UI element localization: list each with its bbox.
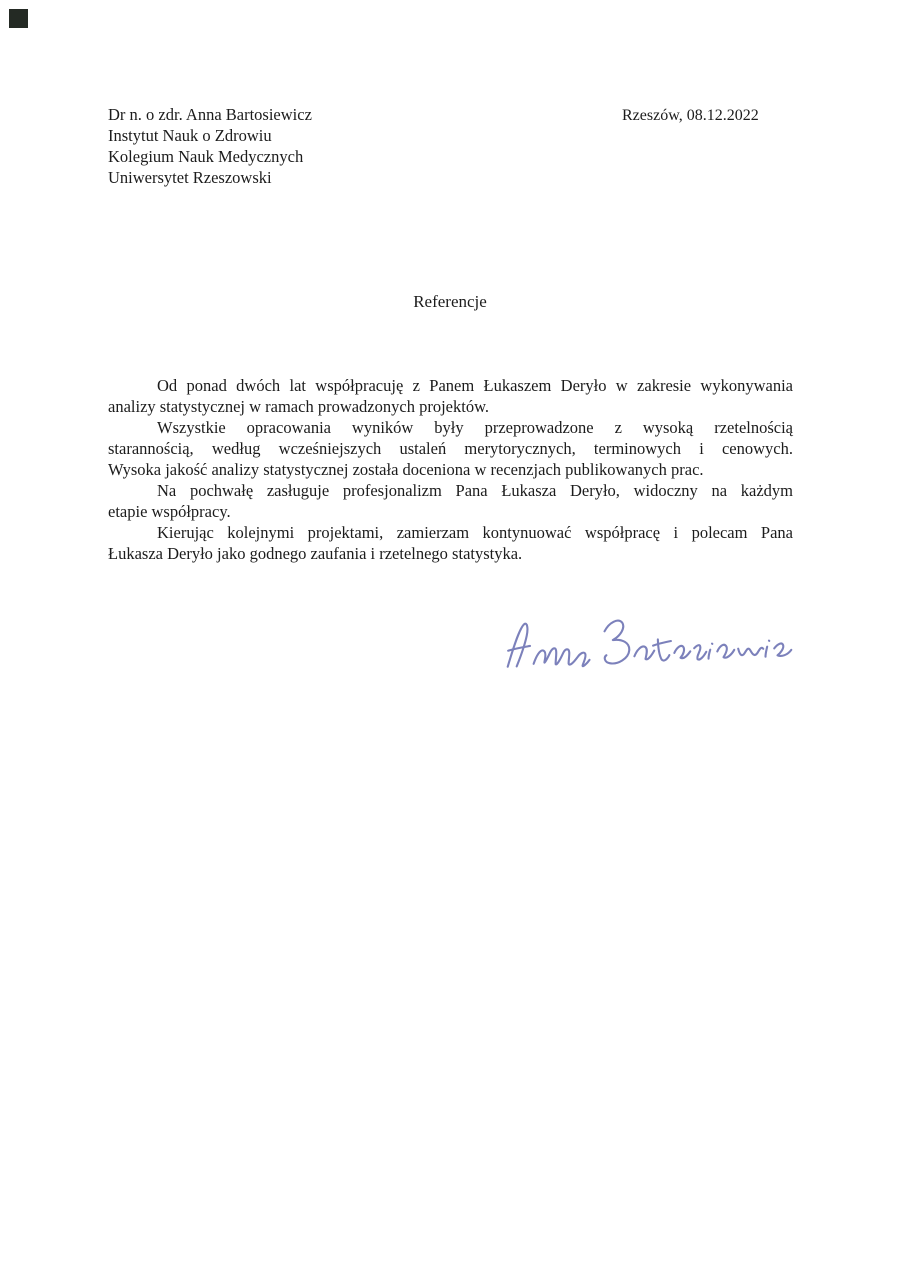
handwritten-signature [493, 608, 798, 680]
body-line: Wszystkie opracowania wyników były przeprowadzone z wysoką rzetelnością [157, 418, 793, 437]
sender-line: Uniwersytet Rzeszowski [108, 168, 272, 187]
paragraph [108, 480, 793, 522]
sender-line: Instytut Nauk o Zdrowiu [108, 126, 272, 145]
place-and-date: Rzeszów, 08.12.2022 [622, 107, 759, 124]
letter-body [108, 375, 793, 564]
signature-ink-image [493, 608, 798, 680]
paragraph [108, 375, 793, 417]
scan-corner-artifact [9, 9, 28, 28]
letter-title: Referencje [413, 292, 487, 311]
sender-line: Dr n. o zdr. Anna Bartosiewicz [108, 105, 312, 124]
body-line: Kierując kolejnymi projektami, zamierzam kontynuować współpracę i polecam Pana [157, 523, 793, 542]
sender-line: Kolegium Nauk Medycznych [108, 147, 304, 166]
signature-ink-strokes [506, 614, 791, 668]
body-line: starannością, według wcześniejszych ustaleń merytorycznych, terminowych i cenowych. [108, 439, 793, 458]
paragraph [108, 522, 793, 564]
body-line: etapie współpracy. [108, 502, 231, 521]
body-line: Łukasza Deryło jako godnego zaufania i rzetelnego statystyka. [108, 544, 523, 563]
paragraph [108, 417, 793, 480]
body-line: Od ponad dwóch lat współpracuję z Panem Łukaszem Deryło w zakresie wykonywania [157, 376, 793, 395]
body-line: analizy statystycznej w ramach prowadzonych projektów. [108, 397, 490, 416]
sender-address-block [108, 104, 312, 188]
body-line: Wysoka jakość analizy statystycznej została doceniona w recenzjach publikowanych prac. [108, 460, 704, 479]
body-line: Na pochwałę zasługuje profesjonalizm Pana Łukasza Deryło, widoczny na każdym [157, 481, 793, 500]
